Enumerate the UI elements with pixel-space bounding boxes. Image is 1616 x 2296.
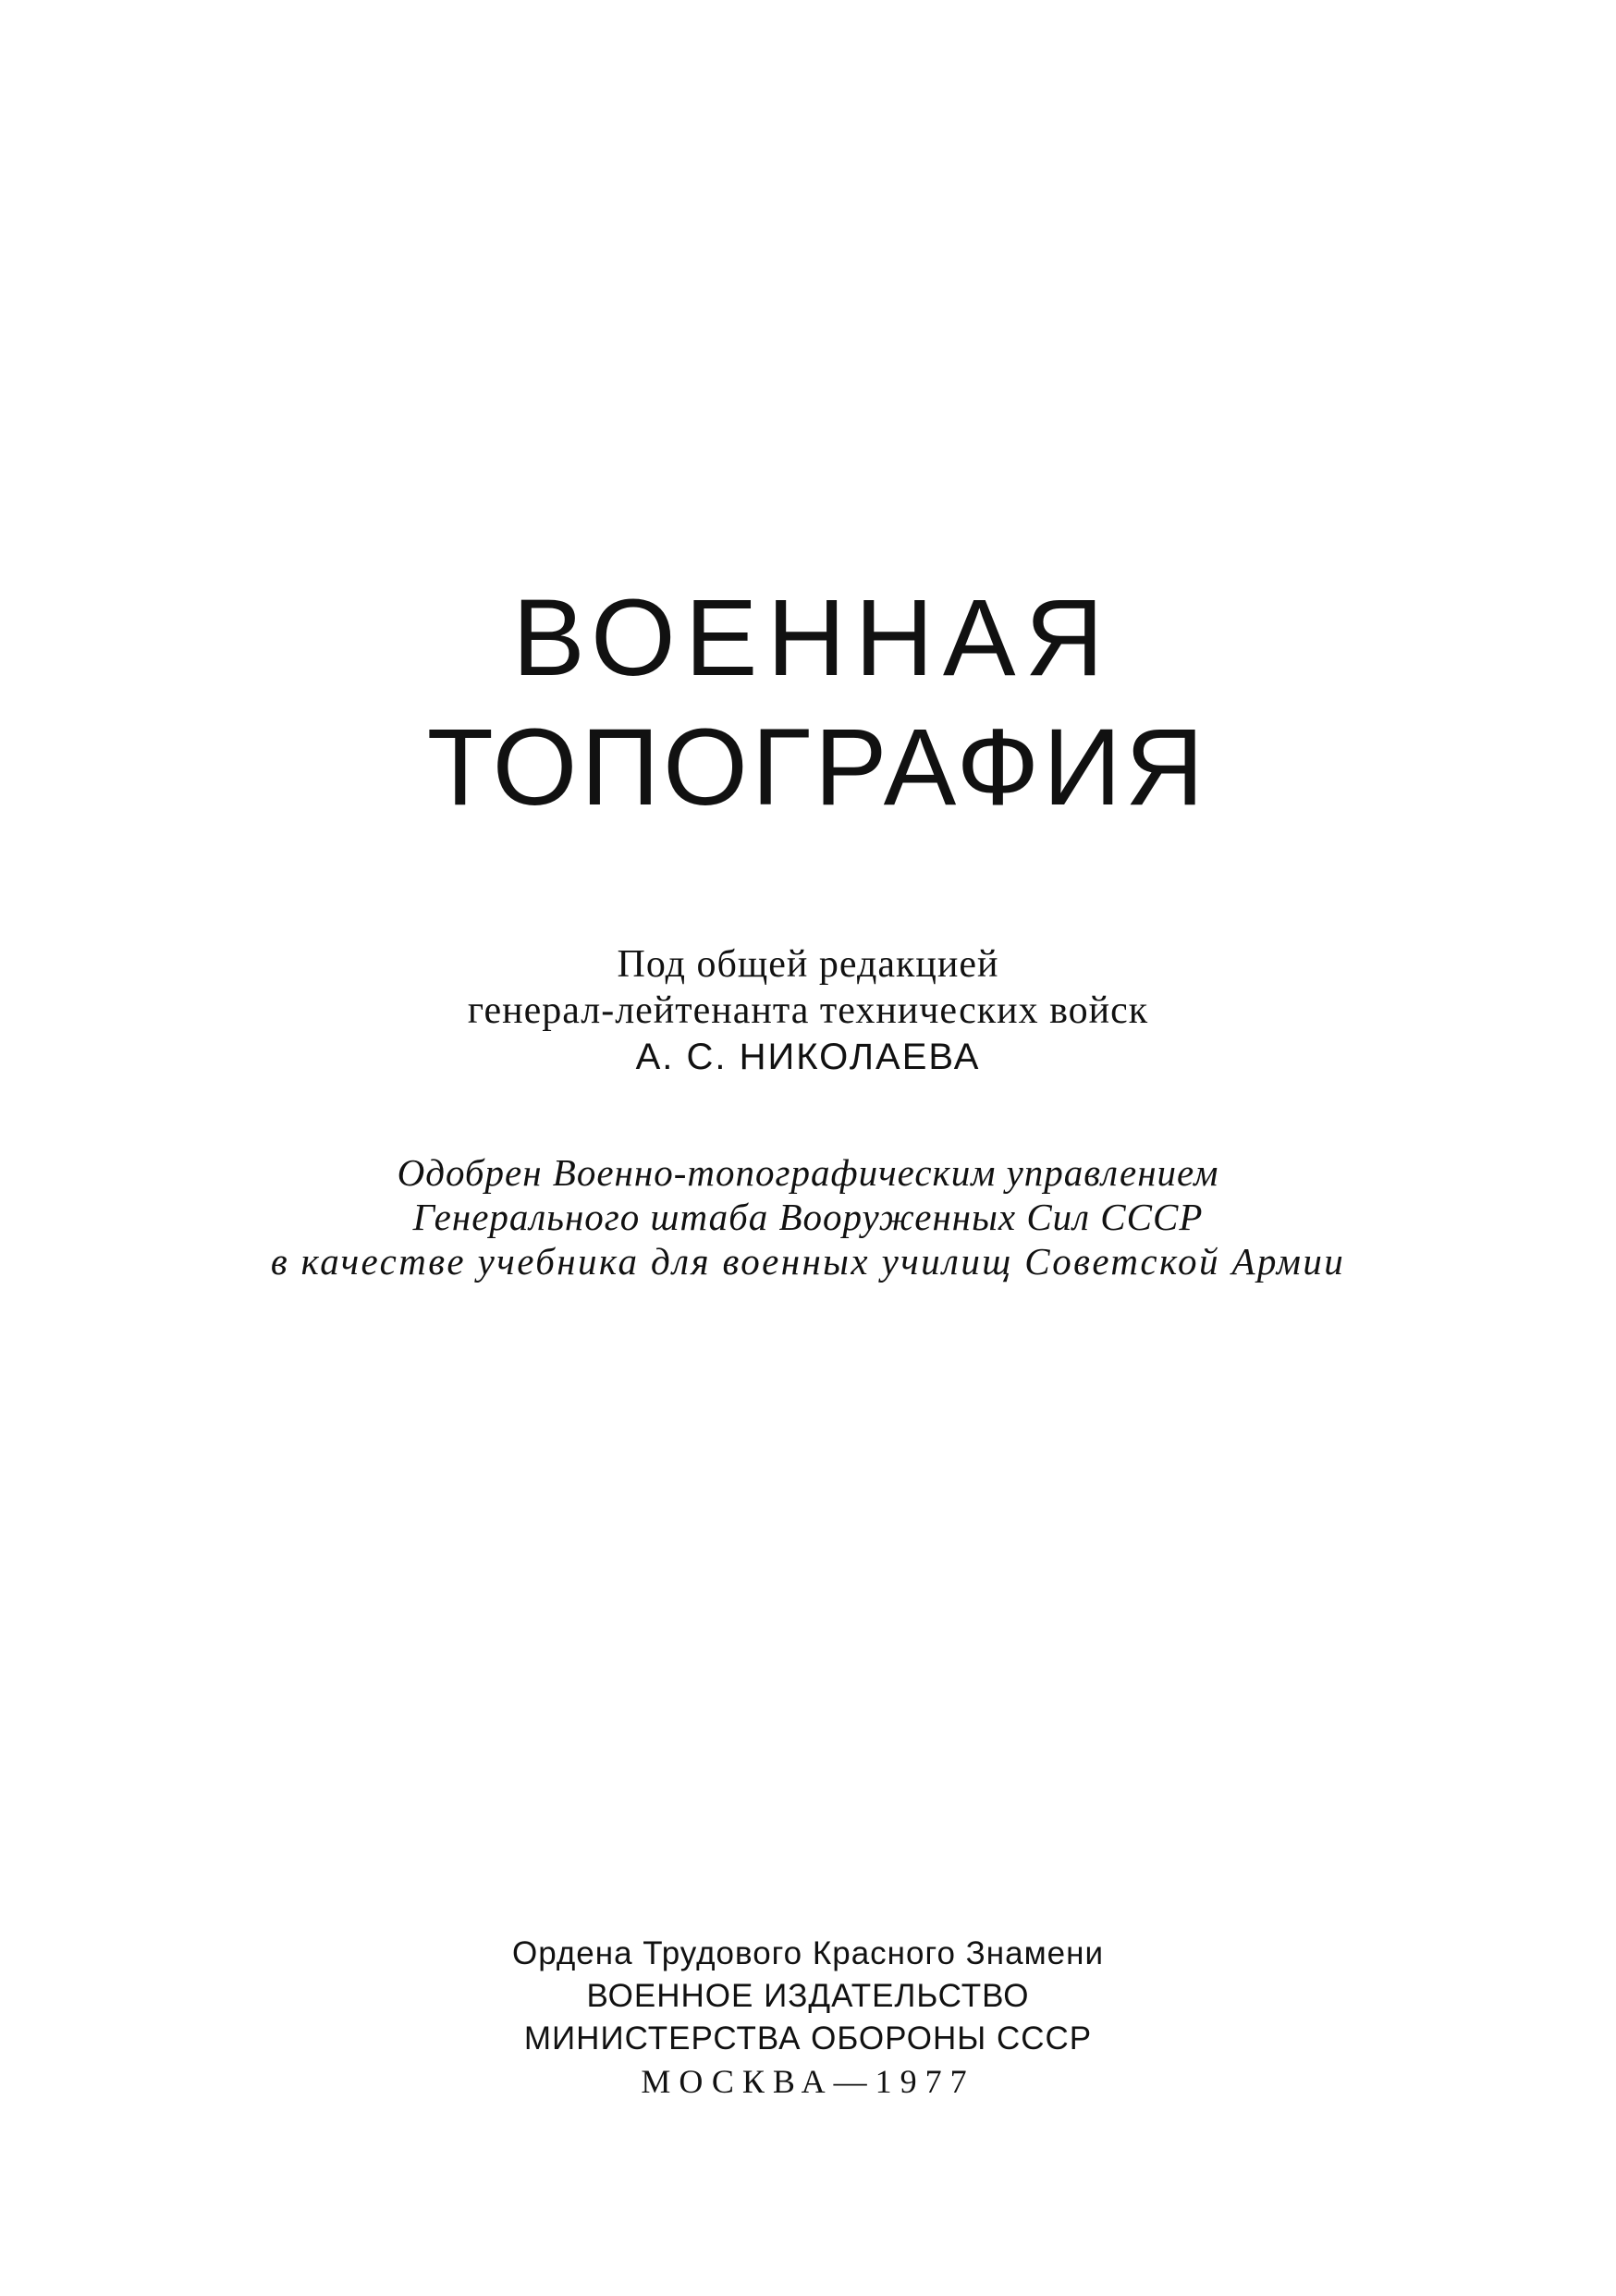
editor-credit: [0, 941, 1616, 1080]
publisher-city-year: МОСКВА—1977: [641, 2063, 975, 2100]
publisher-line-2: ВОЕННОЕ ИЗДАТЕЛЬСТВО: [586, 1978, 1030, 2014]
book-title-line-1: ВОЕННАЯ: [512, 577, 1113, 699]
approval-line-3: в качестве учебника для военных училищ Советской Армии: [270, 1240, 1346, 1283]
approval-note: [0, 1150, 1616, 1283]
editor-credit-line-1: Под общей редакцией: [617, 943, 999, 986]
publisher-imprint: [0, 1933, 1616, 2103]
approval-line-1: Одобрен Военно-топографическим управлением: [397, 1151, 1219, 1194]
editor-name: А. С. НИКОЛАЕВА: [635, 1037, 981, 1077]
approval-line-2: Генерального штаба Вооруженных Сил СССР: [412, 1196, 1204, 1238]
publisher-line-3: МИНИСТЕРСТВА ОБОРОНЫ СССР: [523, 2020, 1093, 2057]
book-title: [0, 573, 1616, 832]
publisher-line-1: Ордена Трудового Красного Знамени: [512, 1935, 1104, 1971]
book-title-line-2: ТОПОГРАФИЯ: [426, 706, 1208, 829]
editor-credit-line-2: генерал-лейтенанта технических войск: [467, 989, 1149, 1032]
